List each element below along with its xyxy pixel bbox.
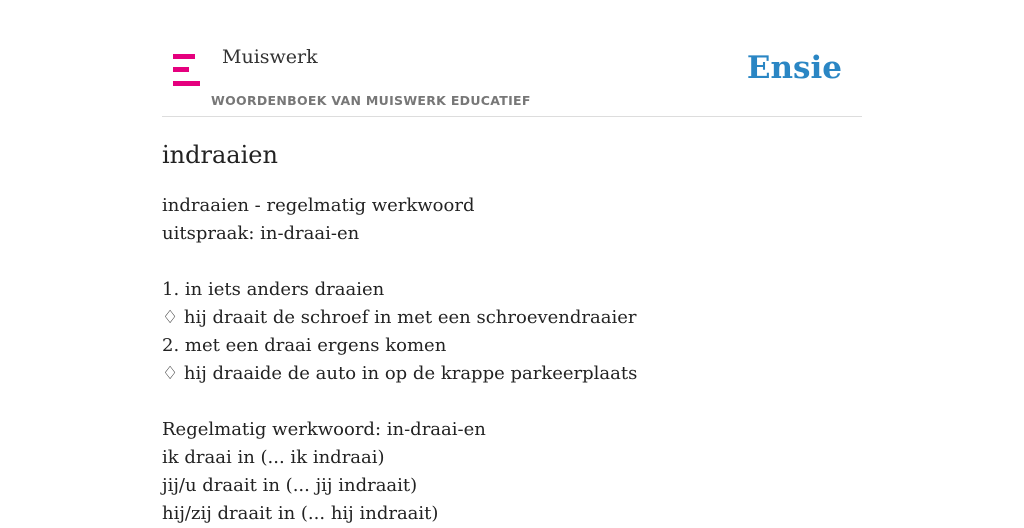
entry-content (162, 136, 862, 528)
definition-line: ♢ hij draaide de auto in op de krappe parkeerplaats (162, 363, 638, 384)
muiswerk-logo-icon[interactable] (173, 54, 201, 88)
definition-line: ik draai in (... ik indraai) (162, 447, 385, 468)
definition-line: jij/u draait in (... jij indraait) (162, 475, 418, 496)
definition-line: uitspraak: in-draai-en (162, 223, 360, 244)
site-header (162, 0, 862, 117)
definition-line: ♢ hij draait de schroef in met een schroevendraaier (162, 307, 637, 328)
definition-line: hij/zij draait in (... hij indraait) (162, 503, 439, 524)
definition-line: 1. in iets anders draaien (162, 279, 385, 300)
ensie-logo-link[interactable]: Ensie (746, 50, 842, 86)
definition-text (162, 192, 862, 528)
definition-spacer (162, 248, 862, 276)
page-title: indraaien (162, 141, 278, 169)
definition-line: indraaien - regelmatig werkwoord (162, 195, 475, 216)
definition-line: 2. met een draai ergens komen (162, 335, 447, 356)
definition-line: Regelmatig werkwoord: in-draai-en (162, 419, 486, 440)
brand-subtitle: WOORDENBOEK VAN MUISWERK EDUCATIEF (211, 93, 531, 108)
brand-name[interactable]: Muiswerk (222, 46, 318, 68)
definition-spacer (162, 388, 862, 416)
